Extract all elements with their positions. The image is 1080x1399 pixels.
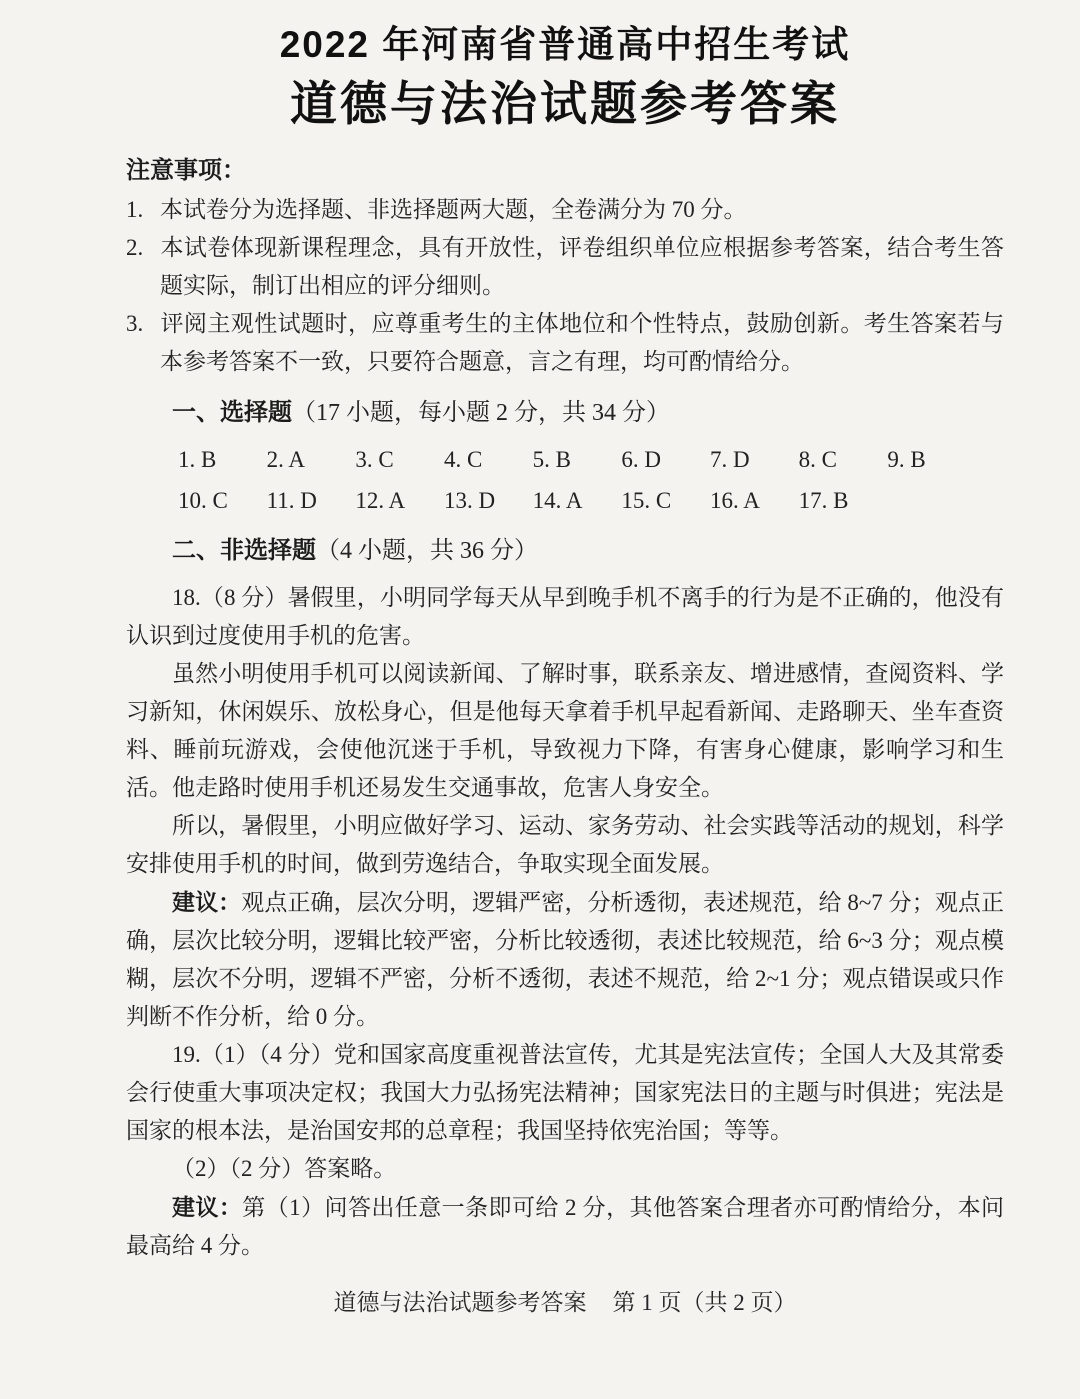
advice-label: 建议： <box>172 1193 243 1220</box>
note-text: 本试卷体现新课程理念，具有开放性，评卷组织单位应根据参考答案，结合考生答题实际，制订出相应的评分细则。 <box>160 234 1004 298</box>
nonchoice-section-title: 二、非选择题 <box>172 536 316 564</box>
answer-cell: 17. B <box>798 487 849 513</box>
note-item-1 <box>126 191 1004 229</box>
q18-paragraph-3: 所以，暑假里，小明应做好学习、运动、家务劳动、社会实践等活动的规划，科学安排使用手机的时间，做到劳逸结合，争取实现全面发展。 <box>126 812 1004 876</box>
answer-cell: 10. C <box>178 487 228 513</box>
answer-cell: 7. D <box>709 446 750 472</box>
answer-cell: 8. C <box>798 446 837 472</box>
choice-section-title: 一、选择题 <box>172 398 292 426</box>
notes-section <box>126 151 1004 381</box>
choice-answers-row-1 <box>126 441 1004 478</box>
answer-cell: 12. A <box>355 487 406 513</box>
note-item-2 <box>126 229 1004 305</box>
exam-title: 2022 年河南省普通高中招生考试 <box>279 24 851 65</box>
note-number: 3. <box>126 310 144 336</box>
q18-paragraph-1: 18.（8 分）暑假里，小明同学每天从早到晚手机不离手的行为是不正确的，他没有认识到过度使用手机的危害。 <box>126 584 1004 648</box>
note-item-3 <box>126 305 1004 381</box>
note-number: 1. <box>126 196 144 222</box>
answer-cell: 5. B <box>532 446 571 472</box>
question-19-answer <box>126 1036 1004 1265</box>
advice-text: 观点正确，层次分明，逻辑严密，分析透彻，表述规范，给 8~7 分；观点正确，层次比较分明，逻辑比较严密，分析比较透彻，表述比较规范，给 6~3 分；观点模糊，层次不分明，逻辑不严密，分析不透彻，表述不规范，给 2~1 分；观点错误或只作判断不作分析，给 0 分。 <box>126 889 1004 1029</box>
advice-label: 建议： <box>172 888 242 915</box>
nonchoice-section-heading <box>126 531 1004 571</box>
choice-section-heading <box>126 393 1004 433</box>
answer-cell: 3. C <box>355 446 394 472</box>
q18-paragraph-2: 虽然小明使用手机可以阅读新闻、了解时事，联系亲友、增进感情，查阅资料、学习新知，休闲娱乐、放松身心，但是他每天拿着手机早起看新闻、走路聊天、坐车查资料、睡前玩游戏，会使他沉迷于手机，导致视力下降，有害身心健康，影响学习和生活。他走路时使用手机还易发生交通事故，危害人身安全。 <box>126 660 1004 800</box>
answer-cell: 14. A <box>532 487 583 513</box>
q18-grading-advice <box>126 883 1004 1036</box>
choice-section-subtitle: （17 小题，每小题 2 分，共 34 分） <box>292 399 670 426</box>
answer-key-title: 道德与法治试题参考答案 <box>290 77 840 131</box>
footer-page-number: 第 1 页（共 2 页） <box>612 1289 797 1315</box>
page-footer <box>126 1285 1004 1321</box>
answer-cell: 15. C <box>621 487 672 513</box>
answer-cell: 16. A <box>709 487 760 513</box>
footer-doc-title: 道德与法治试题参考答案 <box>333 1289 587 1315</box>
q19-grading-advice <box>126 1188 1004 1265</box>
advice-text: 第（1）问答出任意一条即可给 2 分，其他答案合理者亦可酌情给分，本问最高给 4 分。 <box>126 1194 1005 1258</box>
note-text: 本试卷分为选择题、非选择题两大题，全卷满分为 70 分。 <box>160 196 747 222</box>
note-number: 2. <box>126 234 144 260</box>
nonchoice-section-subtitle: （4 小题，共 36 分） <box>316 537 538 564</box>
answer-cell: 4. C <box>443 446 483 472</box>
q19-paragraph-2: （2）（2 分）答案略。 <box>172 1155 397 1181</box>
q19-paragraph-1: 19.（1）（4 分）党和国家高度重视普法宣传，尤其是宪法宣传；全国人大及其常委会行使重大事项决定权；我国大力弘扬宪法精神；国家宪法日的主题与时俱进；宪法是国家的根本法，是治国安邦的总章程；我国坚持依宪治国；等等。 <box>126 1041 1004 1143</box>
answer-cell: 13. D <box>443 487 496 513</box>
answer-cell: 9. B <box>887 446 926 472</box>
question-18-answer <box>126 579 1004 1036</box>
answer-cell: 2. A <box>266 446 305 472</box>
answer-cell: 1. B <box>178 446 217 472</box>
note-text: 评阅主观性试题时，应尊重考生的主体地位和个性特点，鼓励创新。考生答案若与本参考答案不一致，只要符合题意，言之有理，均可酌情给分。 <box>160 310 1004 374</box>
notes-heading: 注意事项： <box>126 156 246 184</box>
answer-cell: 11. D <box>266 487 317 513</box>
answer-cell: 6. D <box>621 446 661 472</box>
choice-answers-row-2 <box>126 482 1004 519</box>
